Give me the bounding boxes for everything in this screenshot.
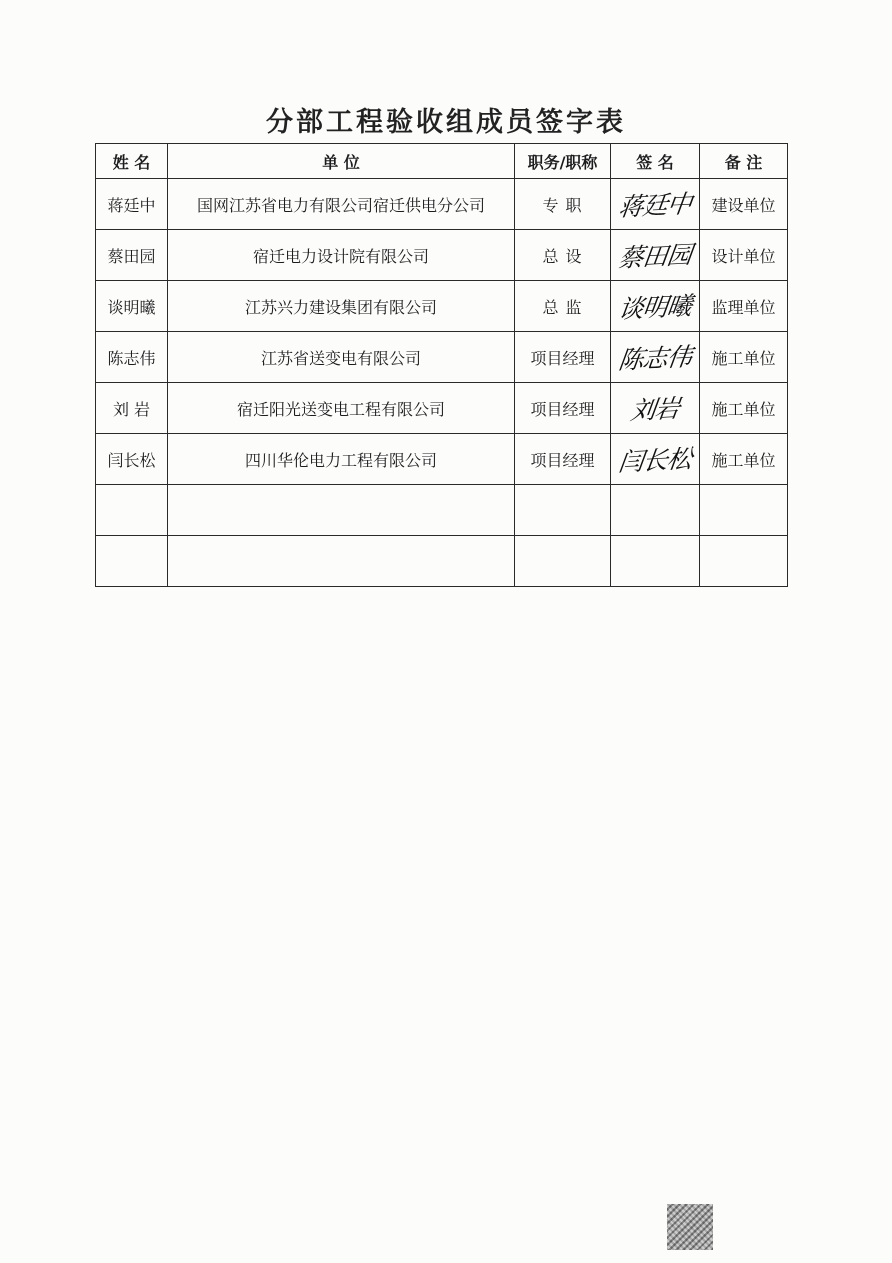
handwritten-signature: 蒋廷中 bbox=[616, 189, 693, 222]
cell-unit: 江苏兴力建设集团有限公司 bbox=[168, 281, 515, 332]
cell-position: 项目经理 bbox=[515, 434, 611, 485]
header-unit: 单 位 bbox=[168, 144, 515, 179]
cell-signature bbox=[611, 281, 700, 332]
cell-name: 闫长松 bbox=[96, 434, 168, 485]
header-name: 姓 名 bbox=[96, 144, 168, 179]
cell-empty bbox=[96, 536, 168, 587]
cell-position: 专 职 bbox=[515, 179, 611, 230]
cell-remark: 施工单位 bbox=[700, 434, 788, 485]
cell-empty bbox=[611, 536, 700, 587]
table-row-empty bbox=[96, 536, 788, 587]
table-header-row bbox=[96, 144, 788, 179]
cell-signature bbox=[611, 179, 700, 230]
header-position: 职务/职称 bbox=[515, 144, 611, 179]
handwritten-signature: 蔡田园 bbox=[616, 240, 693, 273]
table-row bbox=[96, 281, 788, 332]
cell-unit: 江苏省送变电有限公司 bbox=[168, 332, 515, 383]
header-signature: 签 名 bbox=[611, 144, 700, 179]
cell-empty bbox=[611, 485, 700, 536]
handwritten-signature: 刘岩 bbox=[628, 393, 681, 426]
cell-remark: 施工单位 bbox=[700, 332, 788, 383]
cell-empty bbox=[168, 536, 515, 587]
cell-remark: 建设单位 bbox=[700, 179, 788, 230]
cell-name: 谈明曦 bbox=[96, 281, 168, 332]
handwritten-signature: 谈明曦 bbox=[616, 291, 693, 324]
table-row bbox=[96, 383, 788, 434]
cell-empty bbox=[515, 536, 611, 587]
cell-signature bbox=[611, 383, 700, 434]
cell-remark: 设计单位 bbox=[700, 230, 788, 281]
cell-position: 总 设 bbox=[515, 230, 611, 281]
cell-empty bbox=[168, 485, 515, 536]
signature-table bbox=[95, 143, 788, 587]
cell-name: 陈志伟 bbox=[96, 332, 168, 383]
cell-position: 项目经理 bbox=[515, 383, 611, 434]
cell-signature bbox=[611, 434, 700, 485]
cell-signature bbox=[611, 332, 700, 383]
page-title: 分部工程验收组成员签字表 bbox=[266, 107, 626, 138]
table-row bbox=[96, 434, 788, 485]
table-row-empty bbox=[96, 485, 788, 536]
cell-remark: 施工单位 bbox=[700, 383, 788, 434]
cell-empty bbox=[96, 485, 168, 536]
cell-unit: 宿迁阳光送变电工程有限公司 bbox=[168, 383, 515, 434]
cell-name: 蔡田园 bbox=[96, 230, 168, 281]
cell-unit: 国网江苏省电力有限公司宿迁供电分公司 bbox=[168, 179, 515, 230]
cell-unit: 四川华伦电力工程有限公司 bbox=[168, 434, 515, 485]
table-row bbox=[96, 332, 788, 383]
qr-code-icon bbox=[667, 1204, 713, 1250]
handwritten-signature: 闫长松 bbox=[616, 444, 693, 477]
cell-name: 蒋廷中 bbox=[96, 179, 168, 230]
cell-empty bbox=[700, 485, 788, 536]
table-row bbox=[96, 179, 788, 230]
cell-name: 刘 岩 bbox=[96, 383, 168, 434]
cell-remark: 监理单位 bbox=[700, 281, 788, 332]
table-row bbox=[96, 230, 788, 281]
cell-empty bbox=[515, 485, 611, 536]
cell-position: 项目经理 bbox=[515, 332, 611, 383]
cell-signature bbox=[611, 230, 700, 281]
cell-position: 总 监 bbox=[515, 281, 611, 332]
header-remark: 备 注 bbox=[700, 144, 788, 179]
cell-unit: 宿迁电力设计院有限公司 bbox=[168, 230, 515, 281]
handwritten-signature: 陈志伟 bbox=[616, 342, 693, 375]
cell-empty bbox=[700, 536, 788, 587]
